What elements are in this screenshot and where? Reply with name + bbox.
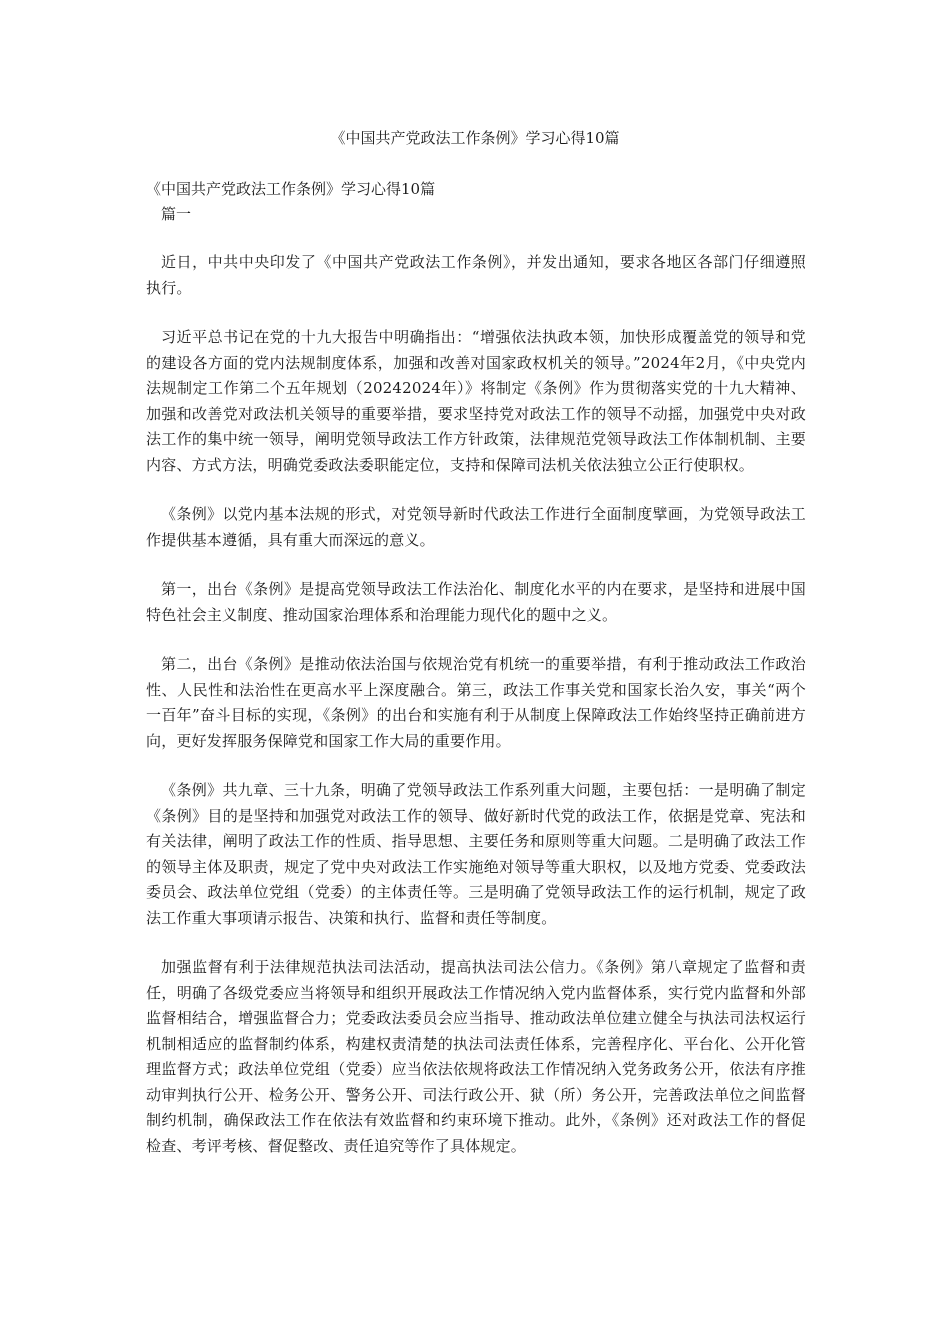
paragraph: 《条例》以党内基本法规的形式，对党领导新时代政法工作进行全面制度擘画，为党领导政法工作提供基本遵循，具有重大而深远的意义。 <box>146 505 806 549</box>
paragraph: 习近平总书记在党的十九大报告中明确指出：“增强依法执政本领，加快形成覆盖党的领导和党的建设各方面的党内法规制度体系，加强和改善对国家政权机关的领导。”2024年2月，《中央党内法规制定工作第二个五年规划（20242024年）》将制定《条例》作为贯彻落实党的十九大精神、加强和改善党对政法机关领导的重要举措，要求坚持党对政法工作的领导不动摇，加强党中央对政法工作的集中统一领导，阐明党领导政法工作方针政策，法律规范党领导政法工作体制机制、主要内容、方式方法，明确党委政法委职能定位，支持和保障司法机关依法独立公正行使职权。 <box>146 328 806 474</box>
paragraph: 近日，中共中央印发了《中国共产党政法工作条例》，并发出通知，要求各地区各部门仔细遵照执行。 <box>146 253 806 297</box>
section-label: 篇一 <box>161 205 192 223</box>
paragraph: 加强监督有利于法律规范执法司法活动，提高执法司法公信力。《条例》第八章规定了监督和责任，明确了各级党委应当将领导和组织开展政法工作情况纳入党内监督体系，实行党内监督和外部监督相结合，增强监督合力；党委政法委员会应当指导、推动政法单位建立健全与执法司法权运行机制相适应的监督制约体系，构建权责清楚的执法司法责任体系，完善程序化、平台化、公开化管理监督方式；政法单位党组（党委）应当依法依规将政法工作情况纳入党务政务公开，依法有序推动审判执行公开、检务公开、警务公开、司法行政公开、狱（所）务公开，完善政法单位之间监督制约机制，确保政法工作在依法有效监督和约束环境下推动。此外，《条例》还对政法工作的督促检查、考评考核、督促整改、责任追究等作了具体规定。 <box>146 958 806 1155</box>
paragraph: 第一，出台《条例》是提高党领导政法工作法治化、制度化水平的内在要求，是坚持和进展中国特色社会主义制度、推动国家治理体系和治理能力现代化的题中之义。 <box>146 580 806 624</box>
document-title: 《中国共产党政法工作条例》学习心得10篇 <box>330 129 620 147</box>
paragraph: 第二，出台《条例》是推动依法治国与依规治党有机统一的重要举措，有利于推动政法工作政治性、人民性和法治性在更高水平上深度融合。第三，政法工作事关党和国家长治久安，事关“两个一百年”奋斗目标的实现，《条例》的出台和实施有利于从制度上保障政法工作始终坚持正确前进方向，更好发挥服务保障党和国家工作大局的重要作用。 <box>146 655 806 750</box>
document-body <box>146 250 806 1183</box>
document-subtitle: 《中国共产党政法工作条例》学习心得10篇 <box>146 180 436 198</box>
paragraph: 《条例》共九章、三十九条，明确了党领导政法工作系列重大问题，主要包括：一是明确了制定《条例》目的是坚持和加强党对政法工作的领导、做好新时代党的政法工作，依据是党章、宪法和有关法律，阐明了政法工作的性质、指导思想、主要任务和原则等重大问题。二是明确了政法工作的领导主体及职责，规定了党中央对政法工作实施绝对领导等重大职权，以及地方党委、党委政法委员会、政法单位党组（党委）的主体责任等。三是明确了党领导政法工作的运行机制，规定了政法工作重大事项请示报告、决策和执行、监督和责任等制度。 <box>146 781 806 927</box>
